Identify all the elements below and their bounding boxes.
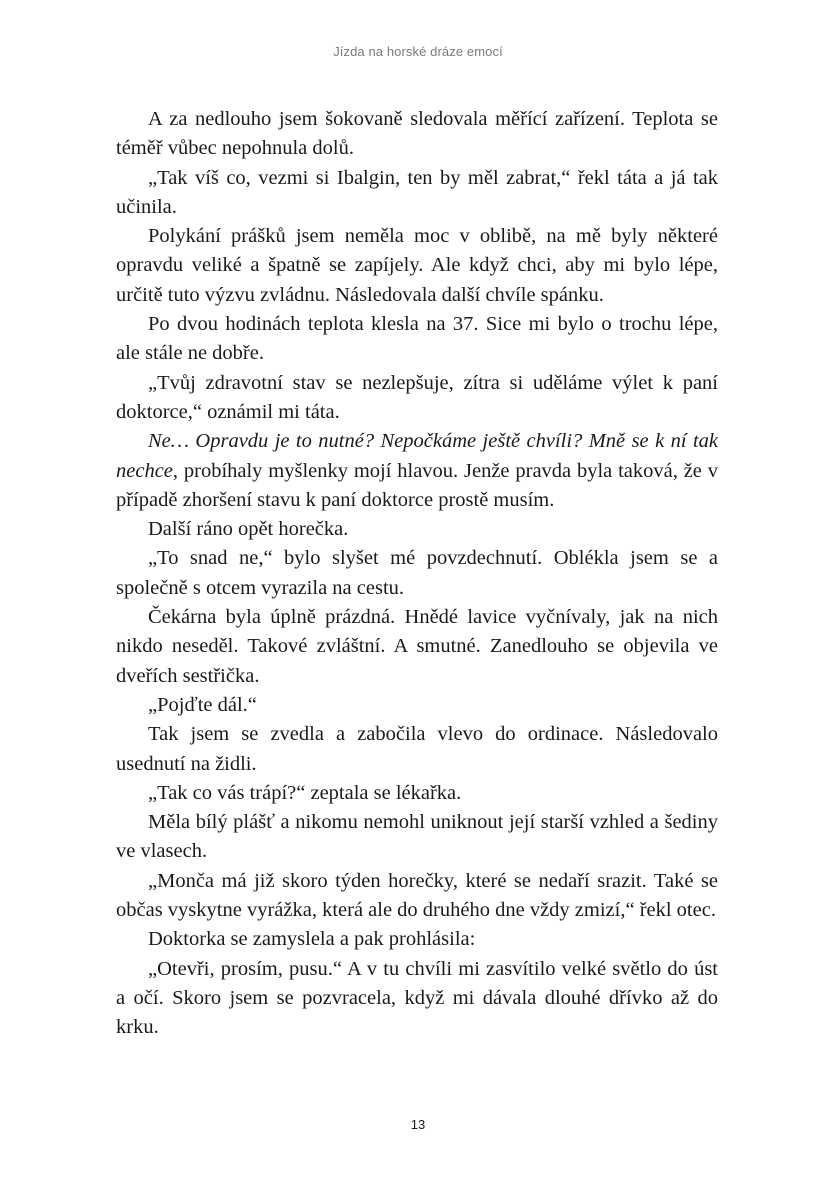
paragraph: Polykání prášků jsem neměla moc v oblibě, na mě byly některé opravdu veliké a špatně se zapíjely. Ale když chci, aby mi bylo lépe, určitě tuto výzvu zvládnu. Následovala další chvíle spánku.: [116, 225, 718, 306]
paragraph: „Tak co vás trápí?“ zeptala se lékařka.: [148, 781, 462, 804]
paragraph: Měla bílý plášť a nikomu nemohl uniknout její starší vzhled a šediny ve vlasech.: [116, 811, 718, 863]
paragraph: Doktorka se zamyslela a pak prohlásila:: [148, 928, 476, 951]
paragraph-continuation: , probíhaly myšlenky mojí hlavou. Jenže pravda byla taková, že v případě zhoršení stavu k paní doktorce prostě musím.: [116, 459, 718, 511]
paragraph: „Otevři, prosím, pusu.“ A v tu chvíli mi zasvítilo velké světlo do úst a očí. Skoro jsem se pozvracela, když mi dávala dlouhé dřívko až do krku.: [116, 957, 718, 1039]
page-number: 13: [410, 1117, 426, 1132]
running-title: Jízda na horské dráze emocí: [333, 44, 503, 59]
body-text: [116, 105, 718, 1043]
paragraph: „Monča má již skoro týden horečky, které se nedaří srazit. Také se občas vyskytne vyrážka, která ale do druhého dne vždy zmizí,“ řekl otec.: [116, 869, 718, 922]
paragraph: „Tak víš co, vezmi si Ibalgin, ten by měl zabrat,“ řekl táta a já tak učinila.: [116, 166, 718, 218]
paragraph: „To snad ne,“ bylo slyšet mé povzdechnutí. Oblékla jsem se a společně s otcem vyrazila na cestu.: [116, 547, 718, 599]
paragraph: [116, 427, 718, 515]
paragraph: Čekárna byla úplně prázdná. Hnědé lavice vyčnívaly, jak na nich nikdo neseděl. Takové zvláštní. A smutné. Zanedlouho se objevila ve dveřích sestřička.: [116, 606, 718, 687]
paragraph: Po dvou hodinách teplota klesla na 37. Sice mi bylo o trochu lépe, ale stále ne dobře.: [116, 313, 718, 365]
italic-thought: Ne… Opravdu je to nutné? Nepočkáme ještě chvíli? Mně se k ní tak nechce: [116, 430, 718, 482]
paragraph: „Pojďte dál.“: [148, 693, 257, 716]
paragraph: „Tvůj zdravotní stav se nezlepšuje, zítra si uděláme výlet k paní doktorce,“ oznámil mi táta.: [116, 371, 718, 423]
paragraph: Tak jsem se zvedla a zabočila vlevo do ordinace. Následovalo usednutí na židli.: [116, 723, 718, 775]
paragraph: Další ráno opět horečka.: [148, 518, 349, 541]
paragraph: A za nedlouho jsem šokovaně sledovala měřící zařízení. Teplota se téměř vůbec nepohnula dolů.: [116, 108, 718, 160]
